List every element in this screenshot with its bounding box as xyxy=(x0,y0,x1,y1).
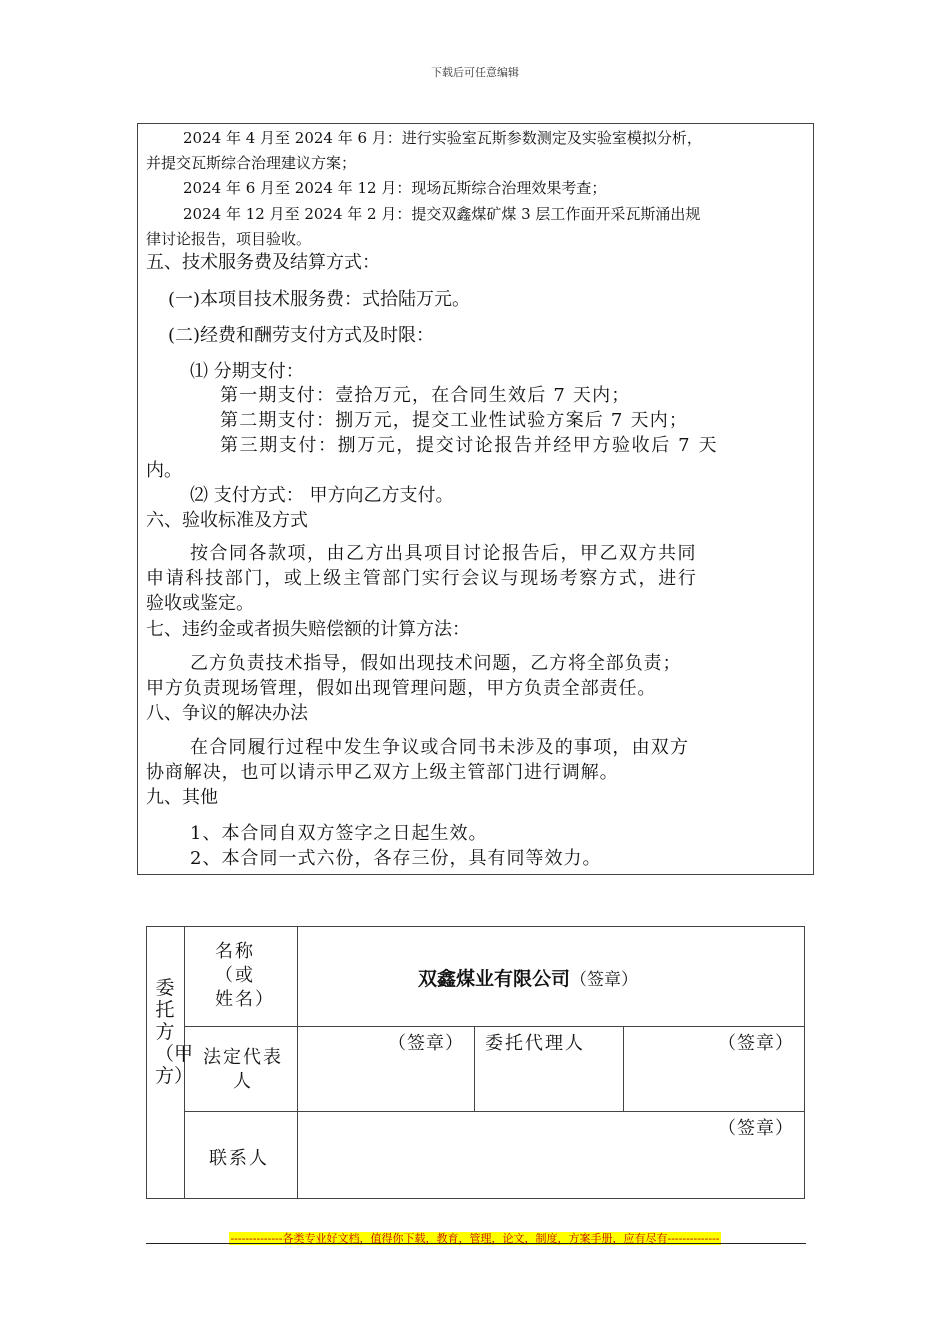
schedule-line-3: 2024 年 6 月至 2024 年 12 月：现场瓦斯综合治理效果考查； xyxy=(183,179,607,197)
agent-label: 委托代理人 xyxy=(485,1033,585,1054)
schedule-line-2: 并提交瓦斯综合治理建议方案； xyxy=(146,154,357,172)
company-seal-label: （签章） xyxy=(570,970,639,990)
payment-phase-3-cont: 内。 xyxy=(146,460,182,481)
service-fee: (一)本项目技术服务费：式拾陆万元。 xyxy=(168,289,471,310)
section-8-line-1: 在合同履行过程中发生争议或合同书未涉及的事项，由双方 xyxy=(190,737,690,758)
section-6-line-1: 按合同各款项，由乙方出具项目讨论报告后，甲乙双方共同 xyxy=(190,543,697,564)
agent-sign-cell xyxy=(624,1027,805,1112)
payment-phase-2: 第二期支付：捌万元，提交工业性试验方案后 7 天内； xyxy=(220,410,689,431)
section-5-heading: 五、技术服务费及结算方式： xyxy=(146,252,380,273)
agent-label-cell xyxy=(475,1027,624,1112)
section-6-heading: 六、验收标准及方式 xyxy=(146,510,308,531)
legal-rep-seal-label: （签章） xyxy=(388,1033,464,1054)
section-6-line-3: 验收或鉴定。 xyxy=(146,593,254,614)
contact-label-cell xyxy=(185,1112,298,1199)
name-label: 名称（或姓名） xyxy=(215,941,275,1010)
section-7-line-1: 乙方负责技术指导，假如出现技术问题，乙方将全部负责； xyxy=(190,653,682,674)
section-7-line-2: 甲方负责现场管理，假如出现管理问题，甲方负责全部责任。 xyxy=(146,678,657,699)
client-party-label: 委托方（甲方） xyxy=(155,977,194,1087)
section-7-heading: 七、违约金或者损失赔偿额的计算方法： xyxy=(146,619,470,640)
payment-heading: (二)经费和酬劳支付方式及时限： xyxy=(168,325,435,346)
section-9-heading: 九、其他 xyxy=(146,787,218,808)
footer-divider xyxy=(146,1243,806,1244)
schedule-line-4: 2024 年 12 月至 2024 年 2 月：提交双鑫煤矿煤 3 层工作面开采瓦斯涌出规 xyxy=(183,205,701,223)
payment-phase-3: 第三期支付：捌万元，提交讨论报告并经甲方验收后 7 天 xyxy=(220,435,719,456)
signature-table xyxy=(146,926,805,1199)
schedule-line-1: 2024 年 4 月至 2024 年 6 月：进行实验室瓦斯参数测定及实验室模拟分析， xyxy=(183,129,702,147)
company-name-cell xyxy=(298,927,805,1027)
contact-sign-cell xyxy=(298,1112,805,1199)
name-label-cell xyxy=(185,927,298,1027)
section-8-heading: 八、争议的解决办法 xyxy=(146,703,308,724)
client-party-cell xyxy=(147,927,194,1199)
legal-rep-label-cell xyxy=(185,1027,298,1112)
footer-banner-text: --------------各类专业好文档，值得你下载，教育，管理，论文，制度，方案手册，应有尽有-------------- xyxy=(230,1232,720,1245)
payment-method: ⑵ 支付方式： 甲方向乙方支付。 xyxy=(190,485,454,506)
section-9-line-2: 2、本合同一式六份，各存三份，具有同等效力。 xyxy=(190,848,602,869)
legal-rep-label: 法定代表人 xyxy=(203,1047,283,1092)
agent-seal-label: （签章） xyxy=(718,1033,795,1054)
company-name: 双鑫煤业有限公司 xyxy=(418,968,571,990)
payment-phase-1: 第一期支付：壹拾万元，在合同生效后 7 天内； xyxy=(220,385,631,406)
legal-rep-sign-cell xyxy=(298,1027,475,1112)
section-8-line-2: 协商解决，也可以请示甲乙双方上级主管部门进行调解。 xyxy=(146,762,619,783)
contact-label: 联系人 xyxy=(209,1148,269,1169)
schedule-line-5: 律讨论报告，项目验收。 xyxy=(146,230,312,248)
section-6-line-2: 申请科技部门，或上级主管部门实行会议与现场考察方式，进行 xyxy=(146,568,698,589)
contract-body-box xyxy=(137,123,814,875)
section-9-line-1: 1、本合同自双方签字之日起生效。 xyxy=(190,823,488,844)
installments-label: ⑴ 分期支付： xyxy=(190,361,304,382)
page-header-note: 下载后可任意编辑 xyxy=(431,66,519,79)
contact-seal-label: （签章） xyxy=(718,1118,795,1139)
